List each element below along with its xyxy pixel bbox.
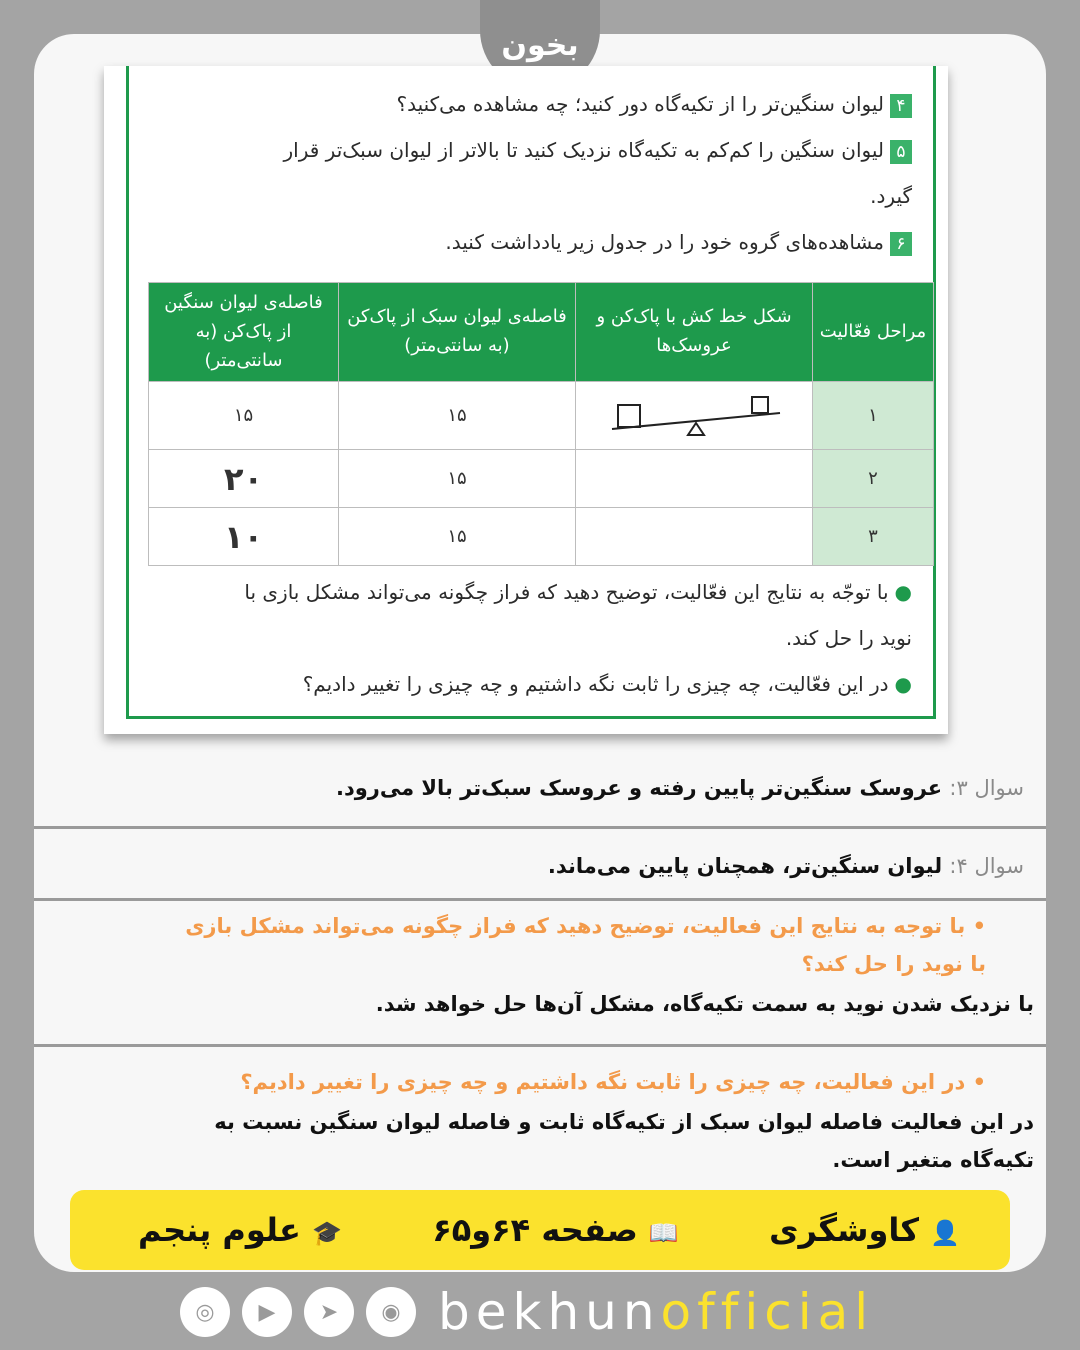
banner-subject-text: علوم پنجم [138,1211,301,1249]
graduation-cap-icon: 🎓 [311,1219,342,1247]
stage-cell: ۲ [813,450,934,508]
film-reel-icon[interactable]: ◎ [180,1287,230,1337]
question-text: لیوان سنگین‌تر را از تکیه‌گاه دور کنید؛ چه مشاهده می‌کنید؟ [396,92,884,116]
answer-bullet-1 [376,992,1034,1016]
answer-text: تکیه‌گاه متغیر است. [832,1148,1034,1172]
shape-cell [576,382,813,450]
answer-text: با نزدیک شدن نوید به سمت تکیه‌گاه، مشکل آن‌ها حل خواهد شد. [375,992,1034,1016]
telegram-icon[interactable]: ➤ [304,1287,354,1337]
header-light-distance: فاصله‌ی لیوان سبک از پاک‌کن (به سانتی‌متر) [339,283,576,382]
brand-suffix: official [660,1283,875,1341]
instagram-icon[interactable]: ◉ [366,1287,416,1337]
activity-table [148,282,934,566]
bullet-icon: ● [894,672,912,696]
heavy-distance-cell: ۲۰ [149,450,339,508]
question-text: گیرد. [870,184,912,208]
book-question-5-cont [870,184,912,208]
stage-cell: ۱ [813,382,934,450]
answer-label: سوال ۳: [949,776,1024,800]
divider [34,898,1046,901]
book-question-6 [445,230,912,256]
banner-subject [138,1211,342,1249]
book-bullet-1-cont [786,626,912,650]
answer-text: لیوان سنگین‌تر، همچنان پایین می‌ماند. [547,854,943,878]
question-bullet-2 [240,1070,986,1094]
answer-4 [548,854,1024,878]
researcher-icon: 👤 [930,1219,960,1247]
answer-text: در این فعالیت فاصله لیوان سبک از تکیه‌گاه ثابت و فاصله لیوان سنگین نسبت به [214,1110,1034,1134]
brand-name: bekhun [438,1283,661,1341]
answer-bullet-2-cont [832,1148,1034,1172]
question-bullet-1 [185,914,986,938]
banner-page-text: صفحه ۶۴و۶۵ [432,1211,638,1249]
book-bullet-2 [303,672,912,696]
answer-text: عروسک سنگین‌تر پایین رفته و عروسک سبک‌تر بالا می‌رود. [335,776,943,800]
logo-text: بخون [501,27,579,63]
heavy-distance-cell: ۱۰ [149,508,339,566]
light-distance-cell: ۱۵ [339,508,576,566]
seesaw-sketch-icon [604,389,784,437]
answer-3 [336,776,1024,800]
light-distance-cell: ۱۵ [339,450,576,508]
question-number: ۵ [890,140,912,164]
header-stage: مراحل فعّالیت [813,283,934,382]
bullet-icon: • [965,1070,986,1094]
social-footer [180,1282,910,1342]
heavy-distance-cell: ۱۵ [149,382,339,450]
divider [34,826,1046,829]
light-distance-cell: ۱۵ [339,382,576,450]
bullet-icon: • [965,914,986,938]
stage-cell: ۳ [813,508,934,566]
question-text: لیوان سنگین را کم‌کم به تکیه‌گاه نزدیک کنید تا بالاتر از لیوان سبک‌تر قرار [283,138,884,162]
question-text: در این فعالیت، چه چیزی را ثابت نگه داشتیم و چه چیزی را تغییر دادیم؟ [240,1070,966,1094]
question-bullet-1-cont [802,952,986,976]
banner-topic [769,1211,960,1249]
info-banner [70,1190,1010,1270]
bullet-text: با توجّه به نتایج این فعّالیت، توضیح دهید که فراز چگونه می‌تواند مشکل بازی با [244,580,889,604]
question-number: ۶ [890,232,912,256]
book-icon: 📖 [648,1219,679,1247]
banner-page [432,1211,679,1249]
divider [34,1044,1046,1047]
youtube-icon[interactable]: ▶ [242,1287,292,1337]
answer-label: سوال ۴: [949,854,1024,878]
textbook-excerpt [104,66,948,734]
header-heavy-distance: فاصله‌ی لیوان سنگین از پاک‌کن (به سانتی‌متر) [149,283,339,382]
answer-bullet-2 [214,1110,1034,1134]
question-text: با توجه به نتایج این فعالیت، توضیح دهید که فراز چگونه می‌تواند مشکل بازی [185,914,966,938]
header-shape: شکل خط کش با پاک‌کن و عروسک‌ها [576,283,813,382]
bullet-icon: ● [894,580,912,604]
question-number: ۴ [890,94,912,118]
shape-cell [576,450,813,508]
shape-cell [576,508,813,566]
book-question-4 [396,92,912,118]
book-bullet-1 [244,580,912,604]
question-text: مشاهده‌های گروه خود را در جدول زیر یادداشت کنید. [445,230,884,254]
banner-topic-text: کاوشگری [769,1211,919,1249]
bullet-text: نوید را حل کند. [785,626,912,650]
bullet-text: در این فعّالیت، چه چیزی را ثابت نگه داشتیم و چه چیزی را تغییر دادیم؟ [302,672,889,696]
question-text: با نوید را حل کند؟ [801,952,986,976]
book-question-5 [284,138,913,164]
